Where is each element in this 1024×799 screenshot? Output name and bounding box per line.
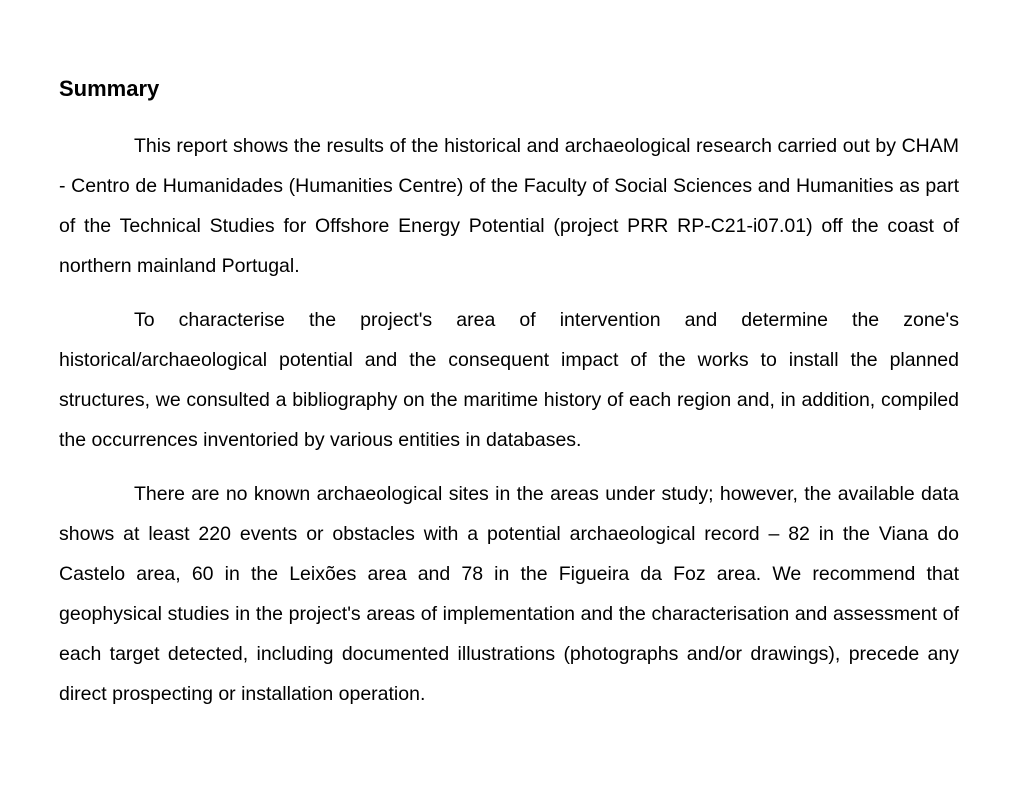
document-body [59, 72, 959, 728]
paragraph-findings: There are no known archaeological sites in the areas under study; however, the available data shows at least 220 events or obstacles with a potential archaeological record – 82 in the Viana do Castelo area, 60 in the Leixões area and 78 in the Figueira da Foz area. We recommend that geophysical studies in the project's areas of implementation and the characterisation and assessment of each target detected, including documented illustrations (photographs and/or drawings), precede any direct prospecting or installation operation. [59, 483, 959, 705]
section-heading: Summary [59, 76, 160, 101]
paragraph-methodology: To characterise the project's area of intervention and determine the zone's historical/archaeological potential and the consequent impact of the works to install the planned structures, we consulted a bibliography on the maritime history of each region and, in addition, compiled the occurrences inventoried by various entities in databases. [59, 309, 959, 451]
paragraph-intro: This report shows the results of the historical and archaeological research carried out by CHAM - Centro de Humanidades (Humanities Centre) of the Faculty of Social Sciences and Humanities as part of the Technical Studies for Offshore Energy Potential (project PRR RP-C21-i07.01) off the coast of northern mainland Portugal. [59, 135, 959, 277]
